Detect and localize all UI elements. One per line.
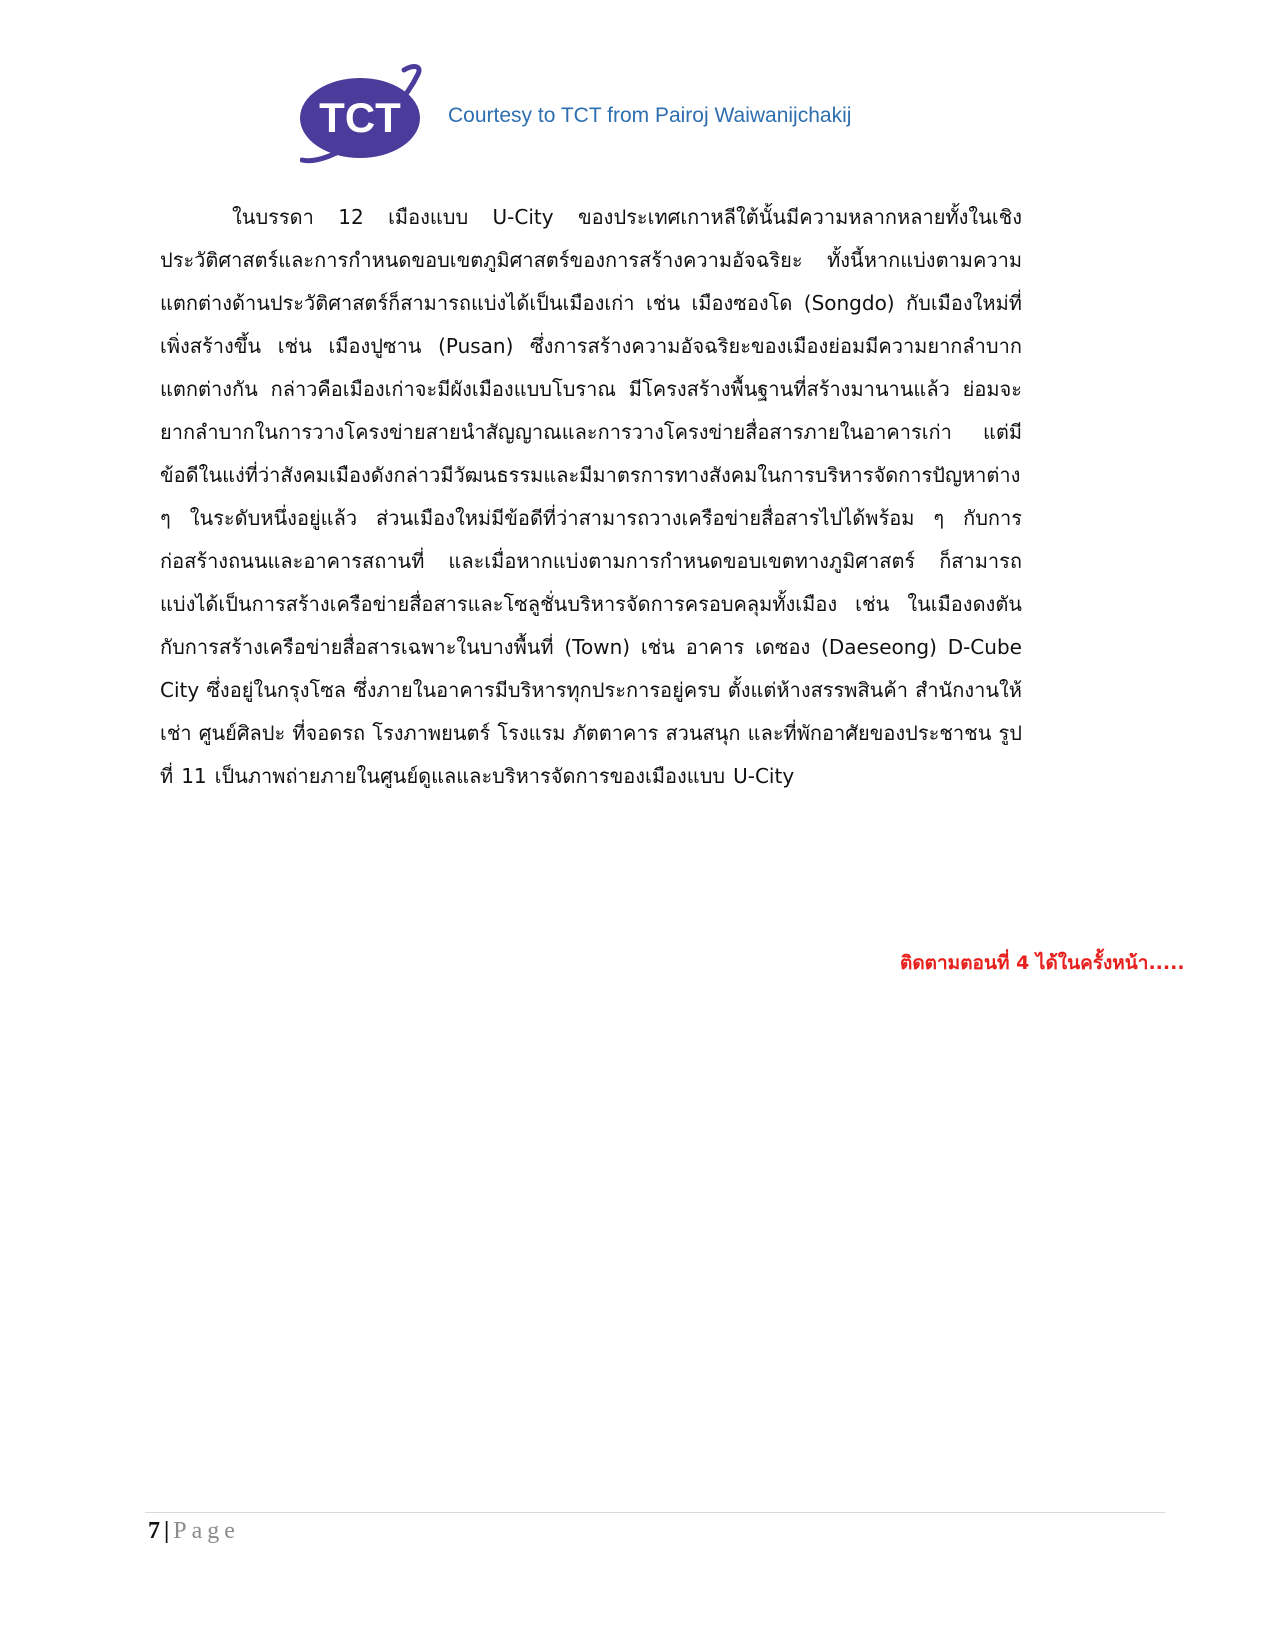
paragraph-word: ประวัติศาสตร์และการกำหนดขอบเขตภูมิศาสตร์ของการสร้างความอัจฉริยะ — [160, 248, 803, 272]
paragraph-word: เช่น — [277, 334, 312, 358]
paragraph-word: ส่วนเมืองใหม่มีข้อดีที่ว่าสามารถวางเครือข่ายสื่อสารไปได้พร้อม — [376, 506, 915, 530]
paragraph-line — [160, 540, 1022, 583]
paragraph-line — [160, 497, 1022, 540]
paragraph-word: เพิ่งสร้างขึ้น — [160, 334, 262, 358]
page-number: 7 — [148, 1518, 160, 1544]
document-header — [300, 62, 852, 172]
paragraph-word: ในระดับหนึ่งอยู่แล้ว — [189, 506, 358, 530]
paragraph-word: ก่อสร้างถนนและอาคารสถานที่ — [160, 549, 425, 573]
paragraph-word: 12 — [338, 205, 364, 229]
paragraph-word: มีโครงสร้างพื้นฐานที่สร้างมานานแล้ว — [628, 377, 950, 401]
paragraph-word: เมืองซองโด — [691, 291, 793, 315]
paragraph-word: เช่น — [645, 291, 681, 315]
paragraph-word: โรงภาพยนตร์ — [372, 721, 491, 745]
paragraph-word: ๆ — [933, 506, 945, 530]
paragraph-line — [160, 196, 1022, 239]
paragraph-word: และที่พักอาศัยของประชาชน — [747, 721, 992, 745]
paragraph-word: ตั้งแต่ห้างสรรพสินค้า — [727, 678, 908, 702]
paragraph-word: แตกต่างกัน — [160, 377, 258, 401]
paragraph-word: 11 — [181, 764, 207, 788]
paragraph-word: (Pusan) — [438, 334, 514, 358]
paragraph-word: โรงแรม — [497, 721, 566, 745]
footer-divider — [145, 1512, 1165, 1513]
paragraph-word: ในเมืองดงตัน — [907, 592, 1022, 616]
paragraph-word: รูป — [998, 721, 1022, 745]
paragraph-word: เช่น — [855, 592, 890, 616]
paragraph-word: ย่อมจะ — [962, 377, 1022, 401]
paragraph-word: U-City — [733, 764, 795, 788]
paragraph-line — [160, 411, 1022, 454]
tct-logo — [300, 62, 430, 172]
paragraph-word: เช่า — [160, 721, 192, 745]
page-separator: | — [164, 1518, 170, 1544]
paragraph-word: ซึ่งอยู่ในกรุงโซล — [206, 678, 347, 702]
paragraph-line — [160, 454, 1022, 497]
paragraph-word: ยากลำบากในการวางโครงข่ายสายนำสัญญาณและการวางโครงข่ายสื่อสารภายในอาคารเก่า — [160, 420, 952, 444]
paragraph-word: สำนักงานให้ — [915, 678, 1022, 702]
paragraph-word: กับเมืองใหม่ที่ — [906, 291, 1022, 315]
paragraph-word: D-Cube — [947, 635, 1022, 659]
paragraph-line — [160, 282, 1022, 325]
paragraph-word: กล่าวคือเมืองเก่าจะมีผังเมืองแบบโบราณ — [270, 377, 616, 401]
paragraph-line — [160, 626, 1022, 669]
paragraph-word: แต่มี — [982, 420, 1022, 444]
body-paragraph — [160, 196, 1022, 798]
continuation-note: ติดตามตอนที่ 4 ได้ในครั้งหน้า..... — [900, 952, 1185, 974]
page-footer — [148, 1518, 240, 1545]
paragraph-word: แตกต่างด้านประวัติศาสตร์ก็สามารถแบ่งได้เป็นเมืองเก่า — [160, 291, 635, 315]
paragraph-word: ซึ่งภายในอาคารมีบริหารทุกประการอยู่ครบ — [353, 678, 721, 702]
paragraph-line — [160, 669, 1022, 712]
page-label: Page — [173, 1518, 240, 1544]
paragraph-word: City — [160, 678, 200, 702]
paragraph-word: กับการ — [963, 506, 1022, 530]
paragraph-word: U-City — [492, 205, 554, 229]
paragraph-word: เช่น — [640, 635, 675, 659]
paragraph-word: ศูนย์ศิลปะ — [198, 721, 286, 745]
paragraph-line — [160, 755, 1022, 798]
paragraph-line — [160, 325, 1022, 368]
paragraph-word: เดซอง — [755, 635, 811, 659]
paragraph-word: และเมื่อหากแบ่งตามการกำหนดขอบเขตทางภูมิศาสตร์ — [448, 549, 916, 573]
paragraph-word: (Songdo) — [803, 291, 895, 315]
paragraph-word: ที่จอดรถ — [292, 721, 366, 745]
paragraph-word: ก็สามารถ — [939, 549, 1022, 573]
paragraph-word: ทั้งนี้หากแบ่งตามความ — [827, 248, 1022, 272]
courtesy-text: Courtesy to TCT from Pairoj Waiwanijchakij — [448, 104, 852, 127]
paragraph-word: ๆ — [160, 506, 171, 530]
paragraph-word: เมืองปูซาน — [328, 334, 422, 358]
paragraph-word: ซึ่งการสร้างความอัจฉริยะของเมืองย่อมมีความยากลำบาก — [530, 334, 1022, 358]
paragraph-line — [160, 712, 1022, 755]
paragraph-word: ของประเทศเกาหลีใต้นั้นมีความหลากหลายทั้งในเชิง — [578, 205, 1022, 229]
logo-lettering: TCT — [319, 94, 401, 141]
paragraph-word: (Town) — [564, 635, 631, 659]
paragraph-line — [160, 368, 1022, 411]
paragraph-word: ภัตตาคาร — [572, 721, 659, 745]
paragraph-word: เมืองแบบ — [388, 205, 469, 229]
paragraph-line — [160, 583, 1022, 626]
paragraph-word: ในบรรดา — [232, 205, 314, 229]
paragraph-word: (Daeseong) — [821, 635, 937, 659]
paragraph-word: ที่ — [160, 764, 174, 788]
paragraph-word: อาคาร — [685, 635, 745, 659]
paragraph-word: แบ่งได้เป็นการสร้างเครือข่ายสื่อสารและโซลูชั่นบริหารจัดการครอบคลุมทั้งเมือง — [160, 592, 838, 616]
paragraph-word: ข้อดีในแง่ที่ว่าสังคมเมืองดังกล่าวมีวัฒนธรรมและมีมาตรการทางสังคมในการบริหารจัดการปัญหาต่าง — [160, 463, 1021, 487]
paragraph-line — [160, 239, 1022, 282]
paragraph-word: เป็นภาพถ่ายภายในศูนย์ดูแลและบริหารจัดการของเมืองแบบ — [214, 764, 726, 788]
paragraph-word: กับการสร้างเครือข่ายสื่อสารเฉพาะในบางพื้นที่ — [160, 635, 554, 659]
paragraph-word: สวนสนุก — [665, 721, 741, 745]
